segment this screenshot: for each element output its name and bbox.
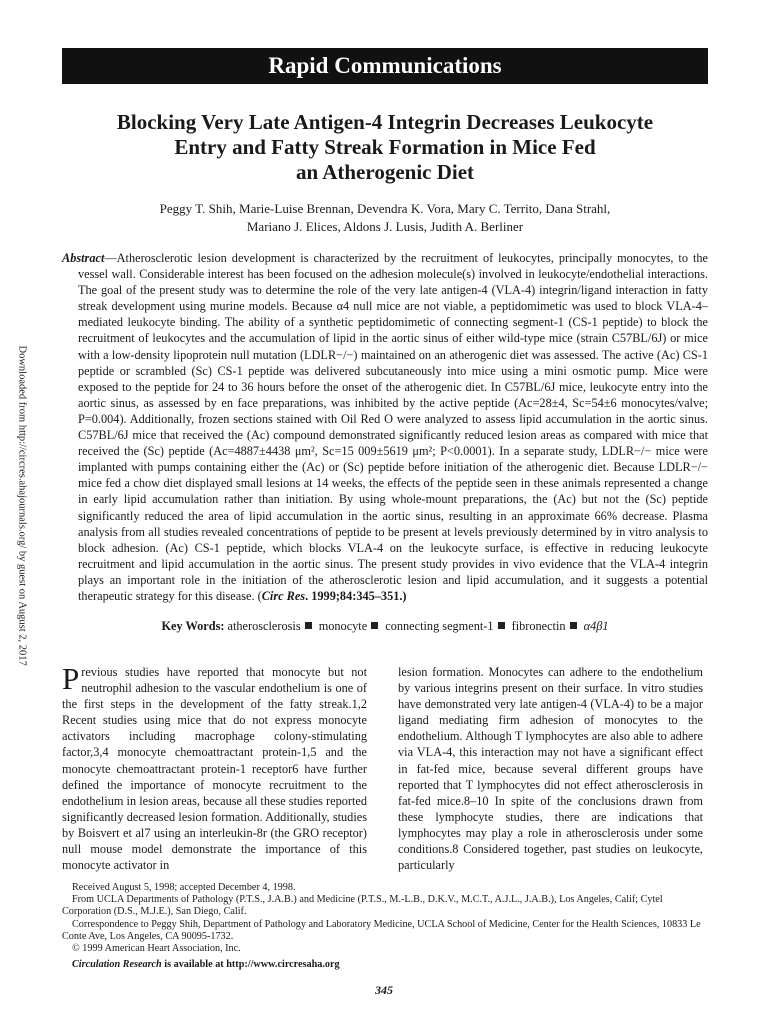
keywords	[62, 618, 708, 634]
download-sidebar	[12, 340, 32, 680]
affiliation-note: From UCLA Departments of Pathology (P.T.S., J.A.B.) and Medicine (P.T.S., M.-L.B., D.K.V., M.C.T., A.J.L., J.A.B.), Los Angeles, Calif; Cytel Corporation (D.S., M.J.E.), San Diego, Calif.	[62, 894, 663, 918]
article-title	[40, 110, 730, 185]
bullet-square-icon	[305, 622, 312, 629]
download-note[interactable]: Downloaded from http://circres.ahajournals.org/ by guest on August 2, 2017	[16, 345, 28, 666]
bullet-square-icon	[498, 622, 505, 629]
title-line: an Atherogenic Diet	[295, 160, 475, 184]
author-list	[60, 200, 710, 236]
keyword: monocyte	[318, 619, 368, 633]
abstract-text: —Atherosclerotic lesion development is characterized by the recruitment of leukocytes, principally monocytes, to the vessel wall. Considerable interest has been focused on the adhesion molecule(s) involved in leukocyte/endothelial interactions. The goal of the present study was to determine the role of the very late antigen-4 (VLA-4) integrin/ligand interaction in fatty streak development using murine models. Because α4 null mice are not viable, a peptidomimetic was used to block VLA-4–mediated leukocyte binding. The ability of a synthetic peptidomimetic of connecting segment-1 (CS-1 peptide) to block the recruitment of leukocytes and the accumulation of lipid in the aortic sinus of either wild-type mice (strain C57BL/6J) or mice with a low-density lipoprotein null mutation (LDLR−/−) maintained on an atherogenic diet was assessed. The active (Ac) CS-1 peptide or scrambled (Sc) CS-1 peptide was delivered subcutaneously into mice using a mini osmotic pump. Mice were exposed to the peptide for 24 to 36 hours before the onset of the atherogenic diet. In C57BL/6J mice, leukocyte entry into the aortic sinus, as assessed by en face preparations, was inhibited by the active peptide (Ac=28±4, Sc=54±6 monocytes/valve; P=0.004). Additionally, frozen sections stained with Oil Red O were analyzed to assess lipid accumulation in the aortic sinus. C57BL/6J mice that received the (Ac) compound demonstrated significantly reduced lesion areas as compared with mice that received the (Sc) peptide (Ac=4887±4438 μm², Sc=15 009±5619 μm²; P<0.0001). In a separate study, LDLR−/− mice were implanted with pumps containing either the (Ac) or (Sc) peptide before initiation of the atherogenic diet. Because LDLR−/− mice fed a chow diet displayed small lesions at 14 weeks, the effects of the peptide seen in these animals represented a change in early lipid accumulation rather than initiation. By using whole-mount preparations, the (Ac) but not the (Sc) peptide significantly reduced the area of lipid accumulation in the aortic sinus, resulting in an approximate 66% decrease. Plasma analysis from all studies revealed concentrations of peptide to be present at levels previously determined by in vitro analysis to block adhesion. (Ac) CS-1 peptide, which blocks VLA-4 on the leukocyte surface, is effective in reducing leukocyte recruitment and lipid accumulation in the aortic sinus. The present study provides in vivo evidence that the VLA-4 integrin plays an important role in the initiation of the atherosclerotic lesion and lipid accumulation, and it suggests a potential therapeutic strategy for this disease. (	[78, 251, 708, 603]
keyword: fibronectin	[511, 619, 566, 633]
copyright-note: © 1999 American Heart Association, Inc.	[72, 943, 241, 955]
page-number: 345	[375, 983, 393, 997]
keyword: α4β1	[583, 619, 609, 633]
abstract-citation: Circ Res. 1999;84:345–351.)	[261, 588, 407, 603]
body-column-left	[62, 661, 367, 873]
abstract-body	[62, 250, 708, 604]
footnotes	[62, 882, 708, 971]
body-text-left: revious studies have reported that monocyte but not neutrophil adhesion to the vascular endothelium is one of the first steps in the development of the fatty streak.1,2 Recent studies using mice that do not express monocyte activators including macrophage colony-stimulating factor,3,4 monocyte chemoattractant protein-1,5 and the monocyte chemoattractant protein-1 receptor6 have further defined the importance of monocyte recruitment to the endothelium in lesion areas, because all these studies reported significantly decreased lesion formation. Additionally, studies by Boisvert et al7 using an interleukin-8r (the GRO receptor) null mouse model demonstrate the importance of this monocyte activator in	[62, 665, 367, 873]
abstract	[62, 250, 708, 604]
keyword: atherosclerosis	[227, 619, 301, 633]
drop-cap: P	[62, 661, 80, 696]
keywords-label: Key Words:	[161, 619, 225, 633]
keyword: connecting segment-1	[385, 619, 494, 633]
body-text-right: lesion formation. Monocytes can adhere to the endothelium by various integrins present on their surface. In vitro studies have demonstrated very late antigen-4 (VLA-4) to be a major ligand mediating firm adhesion of monocytes to the endothelium. Although T lymphocytes are also able to adhere via VLA-4, this interaction may not have a significant effect in fat-fed mice, because several different groups have reported that T lymphocytes did not effect atherosclerosis in fat-fed mice.8–10 In spite of the conclusions drawn from these lymphocyte studies, there are indications that lymphocytes may play a role in atherosclerosis under some conditions.8 Considered together, past studies on leukocyte, particularly	[398, 665, 703, 873]
abstract-label: Abstract	[62, 251, 105, 265]
bullet-square-icon	[371, 622, 378, 629]
body-column-right	[398, 664, 703, 873]
received-note: Received August 5, 1998; accepted December 4, 1998.	[72, 882, 296, 893]
title-line: Entry and Fatty Streak Formation in Mice Fed	[174, 135, 596, 159]
section-banner: Rapid Communications	[62, 48, 708, 84]
title-line: Blocking Very Late Antigen-4 Integrin Decreases Leukocyte	[116, 110, 654, 134]
authors-line: Mariano J. Elices, Aldons J. Lusis, Judith A. Berliner	[246, 219, 524, 234]
correspondence-note: Correspondence to Peggy Shih, Department of Pathology and Laboratory Medicine, UCLA School of Medicine, Center for the Health Sciences, 10833 Le Conte Ave, Los Angeles, CA 90095-1732.	[62, 918, 701, 942]
authors-line: Peggy T. Shih, Marie-Luise Brennan, Devendra K. Vora, Mary C. Territo, Dana Strahl,	[159, 201, 611, 216]
journal-note: Circulation Research is available at http://www.circresaha.org	[72, 959, 340, 971]
bullet-square-icon	[570, 622, 577, 629]
